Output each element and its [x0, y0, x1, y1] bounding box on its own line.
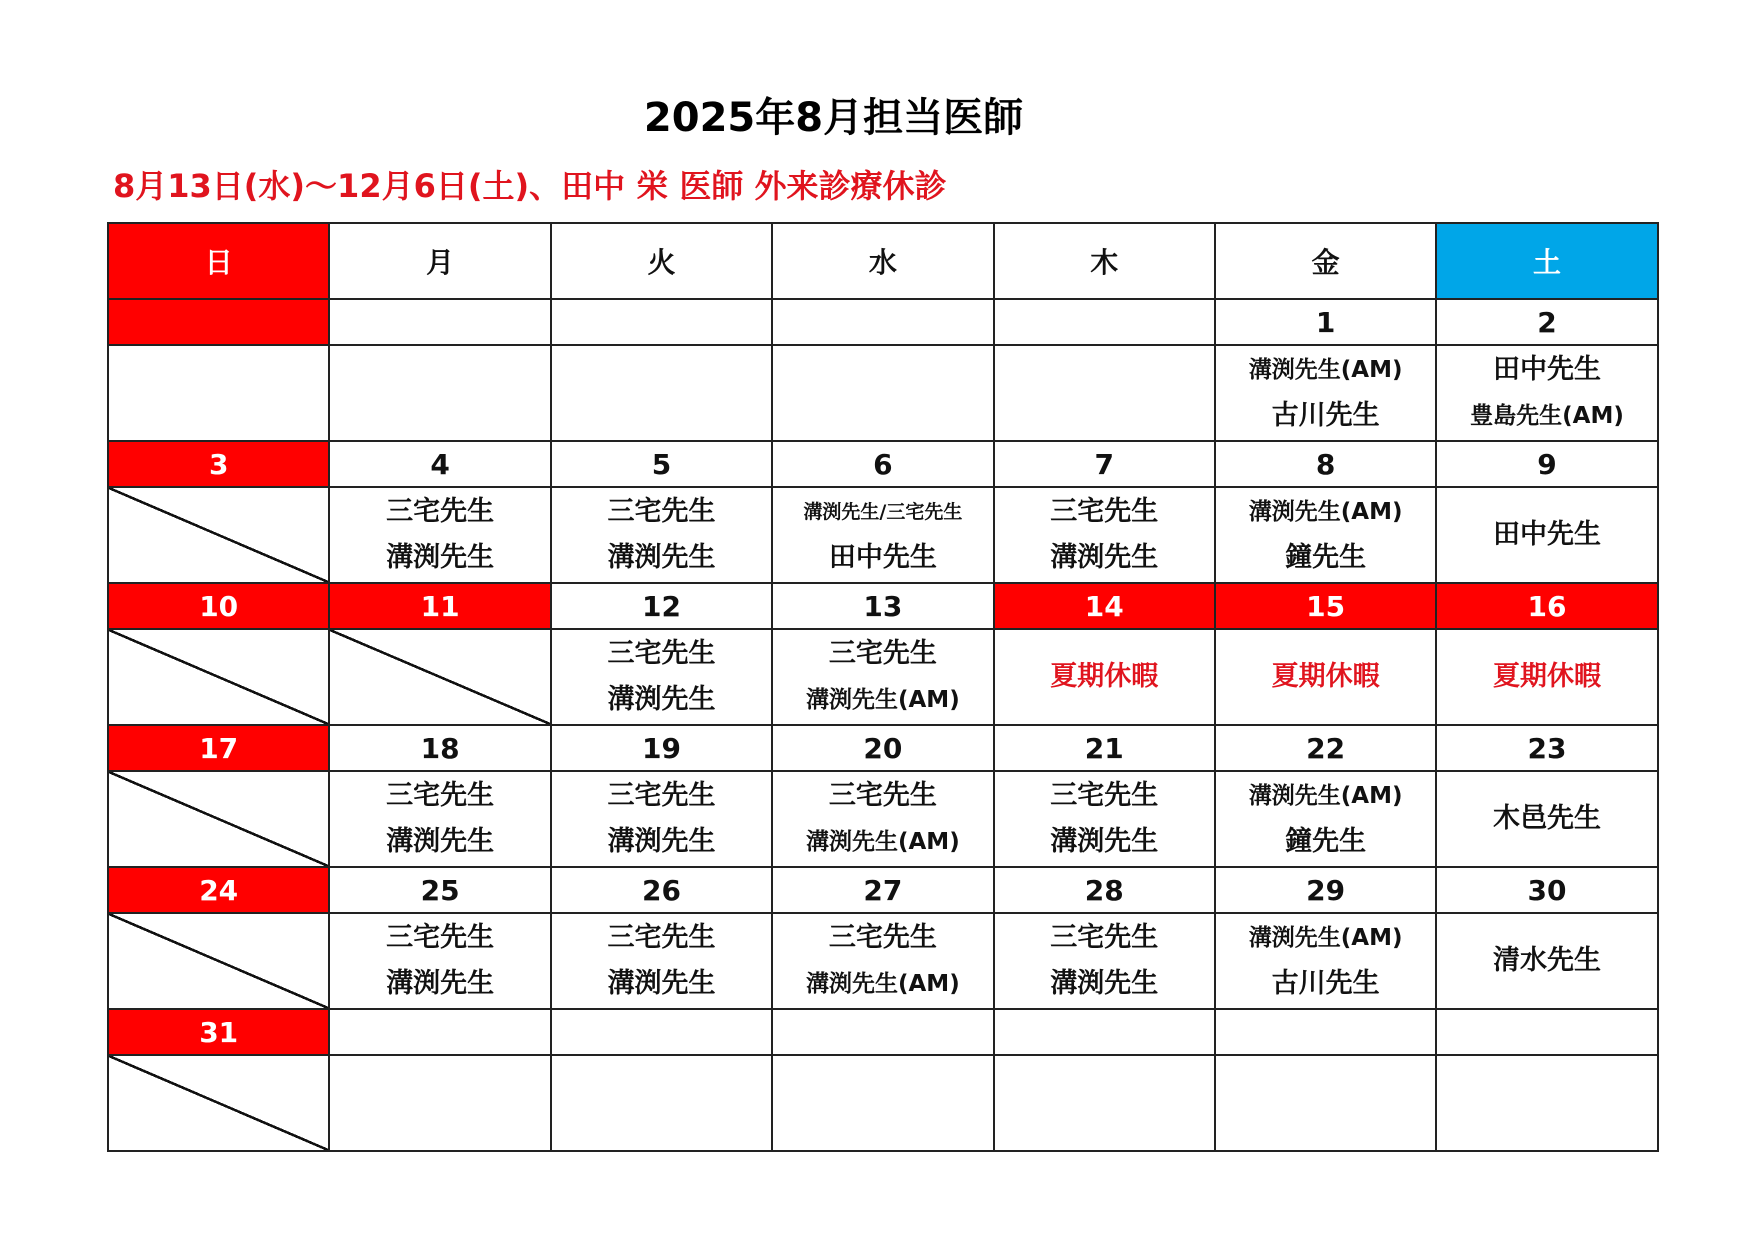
holiday-label: 夏期休暇: [1271, 661, 1380, 692]
date-cell: 29: [1215, 867, 1436, 913]
date-cell: 6: [772, 441, 993, 487]
doctor-cell: [1436, 629, 1657, 725]
date-cell: 17: [108, 725, 329, 771]
weekday-header-wed: 水: [772, 223, 993, 299]
doctor-name: 溝渕先生: [607, 826, 716, 857]
date-cell: [329, 1009, 550, 1055]
doctor-cell: [329, 1055, 550, 1151]
date-cell: 7: [994, 441, 1215, 487]
doctor-name: 溝渕先生: [386, 542, 495, 573]
doctor-cell: [108, 345, 329, 441]
date-cell: 2: [1436, 299, 1657, 345]
doctor-name: 溝渕先生: [607, 968, 716, 999]
doctor-cell: [772, 345, 993, 441]
doctor-cell: [551, 913, 772, 1009]
doctor-row: [108, 629, 1658, 725]
closed-day-cell: [108, 487, 329, 583]
doctor-name: 鐘先生: [1285, 826, 1367, 857]
date-cell: [329, 299, 550, 345]
doctor-name: 田中先生: [1493, 519, 1602, 550]
doctor-cell: [772, 913, 993, 1009]
date-cell: 11: [329, 583, 550, 629]
date-cell: 23: [1436, 725, 1657, 771]
holiday-label: 夏期休暇: [1050, 661, 1159, 692]
date-row: [108, 441, 1658, 487]
doctor-name: 溝渕先生: [607, 684, 716, 715]
closure-notice: 8月13日(水)～12月6日(土)、田中 栄 医師 外来診療休診: [113, 167, 947, 205]
doctor-cell: [772, 629, 993, 725]
date-cell: 27: [772, 867, 993, 913]
date-cell: 15: [1215, 583, 1436, 629]
date-cell: 1: [1215, 299, 1436, 345]
date-cell: 20: [772, 725, 993, 771]
doctor-cell: [994, 487, 1215, 583]
doctor-name: 三宅先生: [607, 638, 716, 669]
doctor-row: [108, 1055, 1658, 1151]
doctor-name: 溝渕先生(AM): [1248, 925, 1403, 951]
doctor-name: 三宅先生: [607, 496, 716, 527]
doctor-cell: [551, 487, 772, 583]
doctor-name: 三宅先生: [386, 496, 495, 527]
doctor-name: 溝渕先生: [386, 968, 495, 999]
date-cell: [772, 1009, 993, 1055]
doctor-cell: [994, 345, 1215, 441]
date-row: [108, 867, 1658, 913]
closed-day-cell: [108, 913, 329, 1009]
doctor-cell: [551, 345, 772, 441]
weekday-header-tue: 火: [551, 223, 772, 299]
doctor-cell: [329, 487, 550, 583]
date-row: [108, 1009, 1658, 1055]
doctor-name: 溝渕先生(AM): [1248, 499, 1403, 525]
date-cell: 19: [551, 725, 772, 771]
date-row: [108, 583, 1658, 629]
date-cell: 5: [551, 441, 772, 487]
doctor-name: 清水先生: [1493, 945, 1602, 976]
doctor-name: 三宅先生: [1050, 780, 1159, 811]
doctor-name: 古川先生: [1271, 968, 1380, 999]
doctor-row: [108, 487, 1658, 583]
doctor-name: 溝渕先生(AM): [806, 971, 960, 997]
date-cell: 25: [329, 867, 550, 913]
date-cell: 24: [108, 867, 329, 913]
closed-day-cell: [108, 771, 329, 867]
date-cell: 8: [1215, 441, 1436, 487]
doctor-name: 三宅先生: [828, 922, 937, 953]
doctor-name: 田中先生: [1493, 354, 1602, 385]
doctor-cell: [1436, 487, 1657, 583]
date-cell: 22: [1215, 725, 1436, 771]
doctor-name: 溝渕先生(AM): [1248, 783, 1403, 809]
closed-day-cell: [108, 629, 329, 725]
date-cell: [1215, 1009, 1436, 1055]
date-cell: [772, 299, 993, 345]
doctor-name: 豊島先生(AM): [1470, 403, 1624, 429]
doctor-name: 溝渕先生/三宅先生: [803, 501, 963, 523]
doctor-name: 溝渕先生: [1050, 542, 1159, 573]
date-cell: 3: [108, 441, 329, 487]
doctor-cell: [1436, 1055, 1657, 1151]
doctor-name: 三宅先生: [607, 922, 716, 953]
doctor-cell: [1215, 913, 1436, 1009]
doctor-cell: [772, 487, 993, 583]
doctor-cell: [1436, 771, 1657, 867]
date-cell: 12: [551, 583, 772, 629]
date-cell: 9: [1436, 441, 1657, 487]
date-cell: [108, 299, 329, 345]
page-title: 2025年8月担当医師: [643, 95, 1024, 141]
date-cell: 30: [1436, 867, 1657, 913]
date-cell: 31: [108, 1009, 329, 1055]
doctor-name: 溝渕先生: [1050, 968, 1159, 999]
date-cell: 16: [1436, 583, 1657, 629]
doctor-name: 溝渕先生(AM): [806, 829, 960, 855]
doctor-name: 木邑先生: [1493, 803, 1602, 834]
doctor-name: 三宅先生: [1050, 496, 1159, 527]
doctor-row: [108, 345, 1658, 441]
doctor-name: 溝渕先生: [1050, 826, 1159, 857]
doctor-name: 三宅先生: [386, 922, 495, 953]
doctor-cell: [329, 345, 550, 441]
date-row: [108, 299, 1658, 345]
doctor-cell: [1215, 345, 1436, 441]
doctor-cell: [551, 771, 772, 867]
doctor-name: 三宅先生: [1050, 922, 1159, 953]
doctor-cell: [994, 913, 1215, 1009]
doctor-cell: [994, 771, 1215, 867]
date-cell: 21: [994, 725, 1215, 771]
doctor-cell: [772, 1055, 993, 1151]
weekday-header-mon: 月: [329, 223, 550, 299]
doctor-cell: [1215, 771, 1436, 867]
weekday-header-sun: 日: [108, 223, 329, 299]
doctor-row: [108, 771, 1658, 867]
weekday-header-thu: 木: [994, 223, 1215, 299]
date-cell: 18: [329, 725, 550, 771]
date-cell: [994, 299, 1215, 345]
date-cell: [1436, 1009, 1657, 1055]
doctor-name: 田中先生: [828, 542, 937, 573]
doctor-cell: [551, 629, 772, 725]
weekday-header-fri: 金: [1215, 223, 1436, 299]
date-cell: 13: [772, 583, 993, 629]
doctor-schedule-calendar: [107, 222, 1659, 1152]
doctor-name: 三宅先生: [607, 780, 716, 811]
doctor-name: 鐘先生: [1285, 542, 1367, 573]
doctor-cell: [772, 771, 993, 867]
doctor-cell: [329, 913, 550, 1009]
date-cell: [551, 299, 772, 345]
doctor-name: 溝渕先生(AM): [806, 687, 960, 713]
date-cell: 4: [329, 441, 550, 487]
date-cell: 10: [108, 583, 329, 629]
doctor-cell: [994, 1055, 1215, 1151]
doctor-cell: [1436, 913, 1657, 1009]
closed-day-cell: [329, 629, 550, 725]
doctor-cell: [1436, 345, 1657, 441]
doctor-cell: [329, 771, 550, 867]
date-cell: [551, 1009, 772, 1055]
closed-day-cell: [108, 1055, 329, 1151]
doctor-name: 溝渕先生: [607, 542, 716, 573]
doctor-name: 古川先生: [1271, 400, 1380, 431]
date-cell: [994, 1009, 1215, 1055]
weekday-header-row: [108, 223, 1658, 299]
doctor-cell: [994, 629, 1215, 725]
doctor-name: 三宅先生: [828, 780, 937, 811]
doctor-name: 三宅先生: [386, 780, 495, 811]
date-cell: 28: [994, 867, 1215, 913]
date-cell: 26: [551, 867, 772, 913]
doctor-row: [108, 913, 1658, 1009]
date-row: [108, 725, 1658, 771]
weekday-header-sat: 土: [1436, 223, 1657, 299]
calendar-body: [108, 223, 1658, 1151]
doctor-name: 溝渕先生(AM): [1248, 357, 1403, 383]
doctor-cell: [1215, 629, 1436, 725]
doctor-cell: [1215, 1055, 1436, 1151]
doctor-name: 三宅先生: [828, 638, 937, 669]
doctor-name: 溝渕先生: [386, 826, 495, 857]
date-cell: 14: [994, 583, 1215, 629]
doctor-cell: [551, 1055, 772, 1151]
holiday-label: 夏期休暇: [1493, 661, 1602, 692]
doctor-cell: [1215, 487, 1436, 583]
